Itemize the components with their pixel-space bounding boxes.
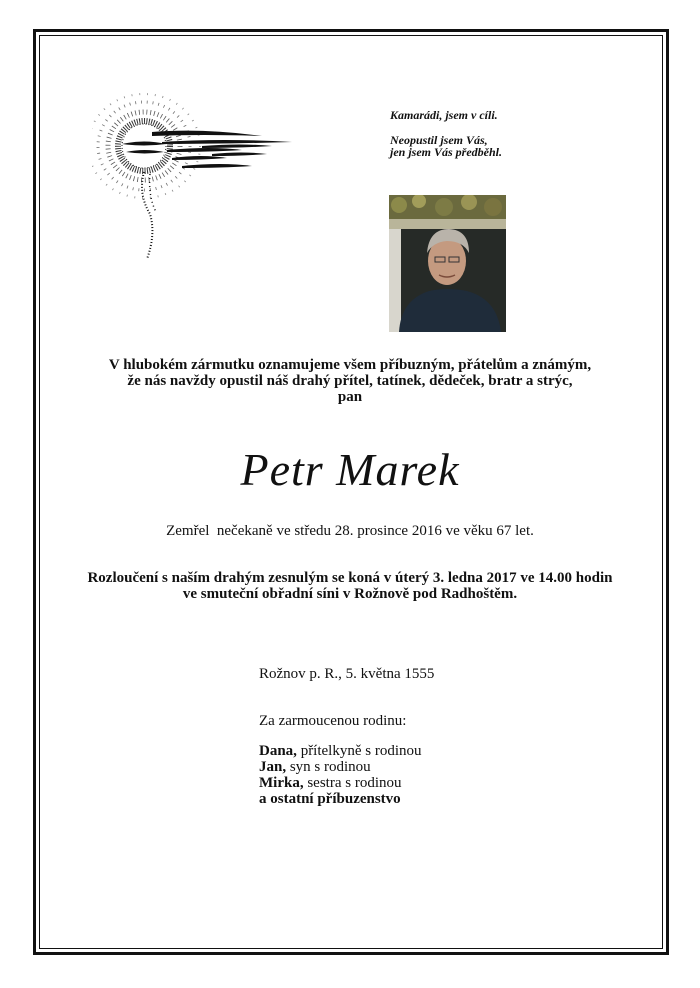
sun-ornament-icon [92, 84, 304, 274]
family-member-name: a ostatní příbuzenstvo [259, 791, 401, 807]
family-member-name: Dana, [259, 743, 297, 759]
family-member-name: Mirka, [259, 775, 304, 791]
family-member-relation: sestra s rodinou [303, 775, 402, 791]
portrait-photo [389, 195, 506, 332]
deceased-name: Petr Marek [240, 444, 460, 495]
family-member-relation: přítelkyně s rodinou [296, 743, 422, 759]
announcement-line-2: že nás navždy opustil náš drahý přítel, tatínek, dědeček, bratr a strýc, [127, 373, 573, 389]
family-signature [259, 713, 422, 807]
place-date: Rožnov p. R., 5. května 1555 [259, 666, 435, 682]
family-heading: Za zarmoucenou rodinu: [259, 713, 407, 729]
family-member [259, 791, 422, 807]
announcement [60, 357, 640, 405]
farewell-info [60, 570, 640, 602]
family-member [259, 775, 422, 791]
family-member-relation: syn s rodinou [286, 759, 371, 775]
family-member [259, 743, 422, 759]
announcement-line-3: pan [337, 389, 363, 405]
announcement-line-1: V hlubokém zármutku oznamujeme všem příbuzným, přátelům a známým, [108, 357, 592, 373]
farewell-line-1: Rozloučení s naším drahým zesnulým se koná v úterý 3. ledna 2017 ve 14.00 hodin [87, 570, 613, 586]
farewell-line-2: ve smuteční obřadní síni v Rožnově pod Radhoštěm. [182, 586, 518, 602]
family-member-name: Jan, [259, 759, 287, 775]
death-notice: Zemřel nečekaně ve středu 28. prosince 2016 ve věku 67 let. [166, 523, 534, 539]
family-member [259, 759, 422, 775]
motto-line-3: jen jsem Vás předběhl. [390, 145, 503, 159]
motto-line-2: Neopustil jsem Vás, [390, 133, 488, 147]
motto [390, 109, 502, 158]
motto-line-1: Kamarádi, jsem v cíli. [390, 108, 498, 122]
